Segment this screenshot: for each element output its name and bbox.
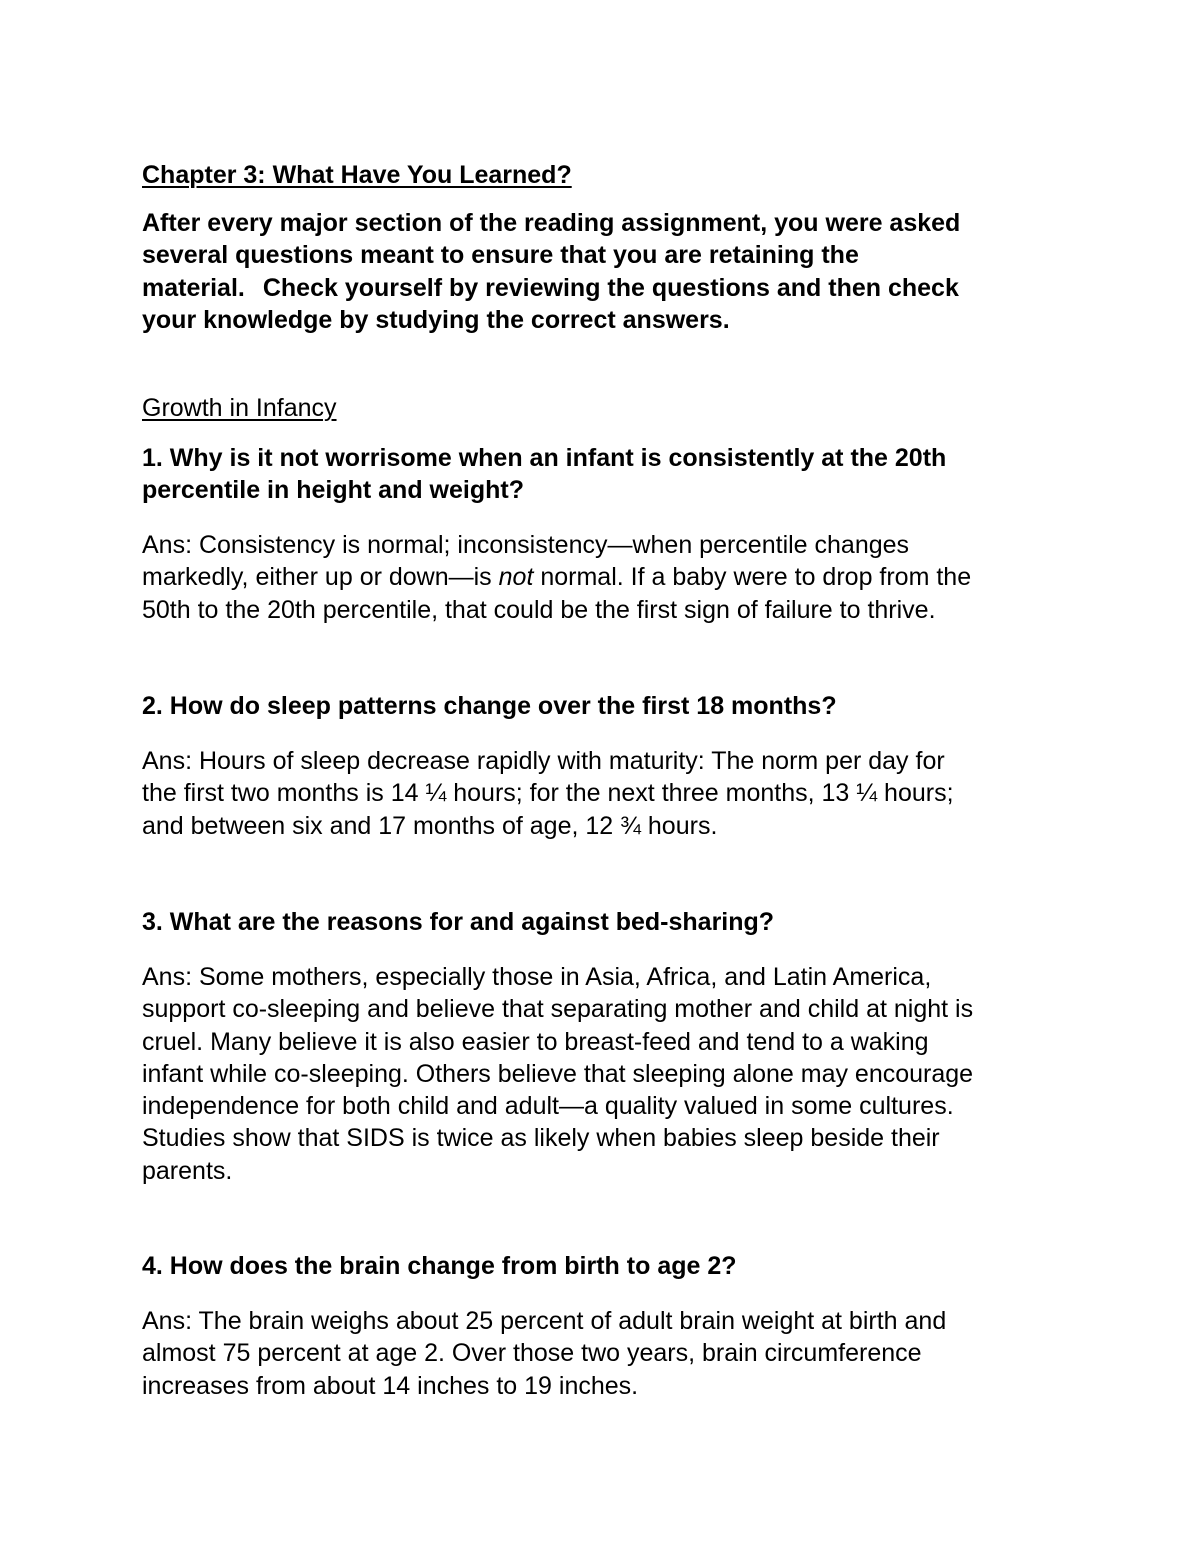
answer-text: normal. If a baby were to drop from the bbox=[533, 563, 972, 592]
intro-line: several questions meant to ensure that you are retaining the bbox=[142, 241, 859, 270]
answer-line bbox=[142, 561, 1072, 593]
answer-3 bbox=[142, 961, 1072, 1187]
question-2 bbox=[142, 690, 1072, 722]
intro-line-part: material. bbox=[142, 273, 245, 302]
answer-line: Studies show that SIDS is twice as likely when babies sleep beside their bbox=[142, 1124, 940, 1153]
intro-line: After every major section of the reading assignment, you were asked bbox=[142, 209, 961, 237]
chapter-title-text: Chapter 3: What Have You Learned? bbox=[142, 161, 572, 189]
intro-line bbox=[142, 272, 1072, 304]
question-line: 1. Why is it not worrisome when an infant is consistently at the 20th bbox=[142, 444, 947, 472]
answer-line: 50th to the 20th percentile, that could be the first sign of failure to thrive. bbox=[142, 595, 936, 624]
chapter-title bbox=[142, 159, 1072, 191]
answer-line: parents. bbox=[142, 1156, 233, 1185]
intro-line-part: Check yourself by reviewing the questions and then check bbox=[262, 273, 959, 302]
intro-line: your knowledge by studying the correct answers. bbox=[142, 305, 730, 334]
answer-line: Ans: Consistency is normal; inconsistency—when percentile changes bbox=[142, 531, 910, 559]
answer-line: increases from about 14 inches to 19 inches. bbox=[142, 1371, 639, 1400]
answer-line: almost 75 percent at age 2. Over those two years, brain circumference bbox=[142, 1339, 922, 1368]
intro-paragraph bbox=[142, 207, 1072, 336]
answer-line: Ans: The brain weighs about 25 percent of adult brain weight at birth and bbox=[142, 1307, 947, 1335]
answer-line: independence for both child and adult—a quality valued in some cultures. bbox=[142, 1092, 954, 1121]
question-line: 2. How do sleep patterns change over the first 18 months? bbox=[142, 692, 837, 720]
section-heading-text: Growth in Infancy bbox=[142, 394, 337, 422]
answer-line: infant while co-sleeping. Others believe that sleeping alone may encourage bbox=[142, 1059, 974, 1088]
answer-line: Ans: Some mothers, especially those in Asia, Africa, and Latin America, bbox=[142, 963, 932, 991]
section-heading bbox=[142, 392, 1072, 424]
emphasis-not: not bbox=[498, 563, 534, 592]
question-line: 4. How does the brain change from birth to age 2? bbox=[142, 1252, 737, 1280]
answer-line: and between six and 17 months of age, 12 ¾ hours. bbox=[142, 811, 718, 840]
question-line: 3. What are the reasons for and against bed-sharing? bbox=[142, 908, 775, 936]
answer-line: support co-sleeping and believe that separating mother and child at night is bbox=[142, 995, 974, 1024]
question-line: percentile in height and weight? bbox=[142, 476, 524, 505]
question-3 bbox=[142, 906, 1072, 938]
answer-line: cruel. Many believe it is also easier to breast-feed and tend to a waking bbox=[142, 1027, 929, 1056]
answer-line: the first two months is 14 ¼ hours; for the next three months, 13 ¼ hours; bbox=[142, 779, 954, 808]
answer-2 bbox=[142, 745, 1072, 842]
answer-4 bbox=[142, 1305, 1072, 1402]
question-1 bbox=[142, 442, 1072, 507]
answer-1 bbox=[142, 529, 1072, 626]
question-4 bbox=[142, 1250, 1072, 1282]
answer-text: markedly, either up or down—is bbox=[142, 563, 499, 592]
answer-line: Ans: Hours of sleep decrease rapidly with maturity: The norm per day for bbox=[142, 747, 945, 775]
